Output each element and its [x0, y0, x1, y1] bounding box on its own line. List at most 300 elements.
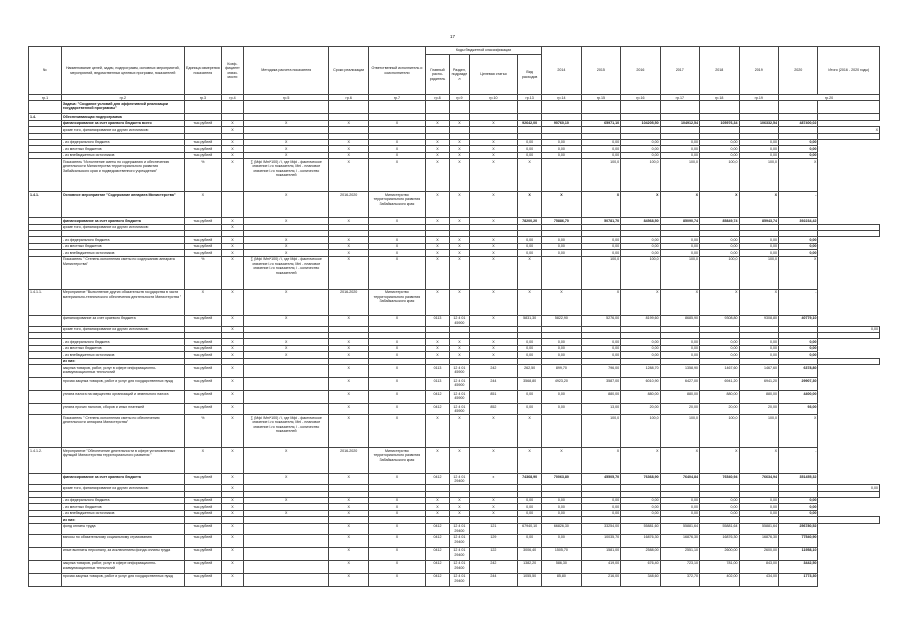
row-cell [621, 101, 660, 114]
row-cell: 0,00 [700, 339, 739, 345]
row-cell: 0,00 [542, 391, 581, 404]
row-number: 1.4. [29, 114, 62, 120]
row-cell: X [425, 289, 449, 315]
row-cell: X [469, 510, 517, 516]
row-cell: X [221, 547, 243, 560]
row-name: взносы по обязательному социальному страхованию [61, 534, 184, 547]
row-name: Показатель " Степень исполнения сметы по содержанию аппарата Министерства" [61, 256, 184, 289]
row-name: из них: [61, 358, 184, 364]
row-name: - из федерального бюджета [61, 339, 184, 345]
row-cell: 33254,00 [581, 523, 620, 534]
row-cell: X [660, 192, 699, 218]
row-cell: X [329, 146, 368, 152]
row-cell: 1505,70 [542, 547, 581, 560]
row-cell [243, 391, 329, 404]
row-cell: 0412 [425, 573, 449, 586]
row-cell: X [243, 315, 329, 326]
row-cell: 3568,80 [518, 378, 542, 391]
row-cell: 0,00 [739, 339, 778, 345]
row-cell: X [243, 345, 329, 351]
row-cell: X [518, 192, 542, 218]
row-cell: X [425, 256, 449, 289]
row-cell: X [660, 289, 699, 315]
row-cell: 12 4 01 29400 [450, 474, 470, 485]
row-cell: X [450, 510, 470, 516]
table-row [29, 523, 880, 534]
row-cell: 256780,52 [778, 523, 817, 534]
row-number [29, 378, 62, 391]
row-cell: 0,00 [660, 243, 699, 249]
page-number: 17 [449, 34, 455, 39]
header-2018: 2018 [700, 47, 739, 95]
row-cell: X [469, 415, 517, 448]
row-cell: 67940,10 [518, 523, 542, 534]
row-cell: 0,00 [621, 237, 660, 243]
row-cell: 0,00 [518, 237, 542, 243]
table-row [29, 159, 880, 192]
row-cell: X [700, 289, 739, 315]
row-cell: 0,00 [518, 243, 542, 249]
row-cell [243, 404, 329, 415]
row-cell: 16876,30 [739, 534, 778, 547]
row-cell [818, 114, 880, 120]
row-cell [368, 101, 425, 114]
row-cell: X [469, 139, 517, 145]
row-cell: - [778, 289, 817, 315]
row-cell: 6427,00 [660, 378, 699, 391]
row-cell: X [221, 448, 243, 474]
row-cell: X [368, 365, 425, 378]
row-cell: X [425, 510, 449, 516]
row-cell: 16876,30 [700, 534, 739, 547]
row-cell: 55881,64 [700, 523, 739, 534]
row-cell [700, 101, 739, 114]
row-cell: X [700, 192, 739, 218]
header-term: Сроки реализации [329, 47, 368, 95]
row-cell: X [329, 510, 368, 516]
row-cell: x [469, 474, 517, 485]
row-cell: X [368, 547, 425, 560]
column-index-cell: гр.4 [221, 95, 243, 101]
row-cell: X [221, 243, 243, 249]
row-cell: 0,00 [542, 534, 581, 547]
row-cell: 1055,50 [518, 573, 542, 586]
row-cell: X [469, 345, 517, 351]
row-cell: X [221, 120, 243, 126]
row-cell: 100,0 [660, 256, 699, 289]
row-cell: 419,00 [581, 560, 620, 573]
row-name: кроме того, финансирование из других источников: [61, 224, 184, 230]
row-cell: тыс.рублей [184, 146, 221, 152]
row-cell: X [450, 152, 470, 158]
row-number [29, 159, 62, 192]
row-cell: 242 [469, 365, 517, 378]
row-name: - из внебюджетных источников [61, 352, 184, 358]
row-cell: 100,0 [621, 256, 660, 289]
table-row [29, 378, 880, 391]
row-cell: X [221, 534, 243, 547]
row-cell: X [221, 573, 243, 586]
row-cell: X [739, 192, 778, 218]
row-cell: X [368, 218, 425, 224]
row-cell: 0,00 [518, 345, 542, 351]
row-name: - из внебюджетных источников [61, 152, 184, 158]
row-number: 1.4.1. [29, 192, 62, 218]
row-cell: 20,00 [700, 404, 739, 415]
table-row [29, 560, 880, 573]
row-cell [818, 491, 880, 497]
row-cell: 2588,00 [621, 547, 660, 560]
row-cell: 0,00 [621, 146, 660, 152]
row-cell: % [184, 256, 221, 289]
row-cell: 12 4 01 45900 [450, 315, 470, 326]
row-cell: 0,00 [660, 339, 699, 345]
row-cell: 0,00 [660, 510, 699, 516]
row-cell [221, 192, 243, 218]
row-cell: 0,00 [660, 250, 699, 256]
row-cell: 0412 [425, 474, 449, 485]
header-2017: 2017 [660, 47, 699, 95]
row-cell: 0,00 [542, 243, 581, 249]
row-cell: X [221, 146, 243, 152]
row-cell: 4400,00 [778, 391, 817, 404]
row-cell: X [542, 448, 581, 474]
row-cell [243, 378, 329, 391]
row-number [29, 523, 62, 534]
row-cell: 0,00 [518, 504, 542, 510]
row-cell: 5276,00 [581, 315, 620, 326]
row-cell: 0,00 [778, 504, 817, 510]
row-cell: 76368,90 [621, 474, 660, 485]
row-cell: 1467,60 [700, 365, 739, 378]
row-cell: 100,0 [739, 415, 778, 448]
row-cell: X [368, 243, 425, 249]
row-name: финансирование за счет краевого бюджета [61, 218, 184, 224]
row-cell: тыс.рублей [184, 560, 221, 573]
row-cell: 0,00 [542, 139, 581, 145]
row-cell: % [184, 415, 221, 448]
row-cell: X [450, 250, 470, 256]
row-cell: тыс.рублей [184, 404, 221, 415]
row-cell: X [450, 339, 470, 345]
row-cell: 85943,74 [739, 218, 778, 224]
column-index-cell: гр.20 [778, 95, 879, 101]
row-cell: 0,00 [700, 250, 739, 256]
row-cell: X [221, 127, 243, 133]
row-name: прочая закупка товаров, работ и услуг для государственных нужд [61, 573, 184, 586]
row-cell: X [221, 352, 243, 358]
table-row [29, 573, 880, 586]
budget-table [28, 46, 880, 587]
row-cell: 0,00 [700, 497, 739, 503]
row-cell: X [469, 192, 517, 218]
row-cell: 76404,84 [660, 474, 699, 485]
row-cell: 0,00 [739, 497, 778, 503]
header-expense-type: Вид расходов [518, 55, 542, 95]
row-cell [739, 101, 778, 114]
row-cell: X [221, 289, 243, 315]
header-no: № [29, 47, 62, 95]
row-cell: тыс.рублей [184, 139, 221, 145]
row-cell: 100,0 [621, 159, 660, 192]
column-index-cell: гр.7 [368, 95, 425, 101]
row-cell: 5831,30 [518, 315, 542, 326]
row-cell: X [778, 159, 817, 192]
row-cell: 0,00 [739, 139, 778, 145]
header-2016: 2016 [621, 47, 660, 95]
row-cell: X [368, 256, 425, 289]
row-cell: Министерство территориального развития Забайкальского края [368, 289, 425, 315]
row-cell: 4923,20 [542, 378, 581, 391]
row-cell: X [221, 237, 243, 243]
row-cell: 0,00 [739, 504, 778, 510]
row-cell: 76540,94 [700, 474, 739, 485]
row-cell: 100,0 [700, 256, 739, 289]
column-index-cell: гр.2 [61, 95, 184, 101]
row-cell: X [329, 152, 368, 158]
row-cell: 1288,70 [621, 365, 660, 378]
row-cell: 100,0 [660, 415, 699, 448]
row-cell: тыс.рублей [184, 378, 221, 391]
table-row [29, 448, 880, 474]
row-cell: 852 [469, 404, 517, 415]
row-cell: тыс.рублей [184, 120, 221, 126]
row-cell [818, 358, 880, 364]
row-cell: 29907,30 [778, 378, 817, 391]
column-index-cell: гр.14 [542, 95, 581, 101]
row-cell: X [425, 497, 449, 503]
row-number [29, 534, 62, 547]
row-cell: X [368, 139, 425, 145]
row-cell: 10035,70 [581, 534, 620, 547]
row-cell: 77540,90 [778, 534, 817, 547]
row-cell: 0,00 [542, 345, 581, 351]
row-cell: X [184, 192, 221, 218]
row-cell: 55881,64 [660, 523, 699, 534]
row-cell: 0,00 [778, 139, 817, 145]
row-cell: 0,00 [739, 250, 778, 256]
row-cell: 402,00 [700, 573, 739, 586]
column-index-cell: гр.3 [184, 95, 221, 101]
row-cell: X [450, 120, 470, 126]
row-cell: 12 4 01 45900 [450, 404, 470, 415]
row-cell: 586,30 [542, 560, 581, 573]
row-cell: 0,00 [518, 510, 542, 516]
row-cell: X [469, 243, 517, 249]
row-cell: 0,00 [700, 139, 739, 145]
row-cell: 0412 [425, 560, 449, 573]
row-cell: 0,00 [778, 237, 817, 243]
row-cell: 899,70 [542, 365, 581, 378]
row-cell: 74368,90 [518, 474, 542, 485]
row-cell: X [221, 139, 243, 145]
table-row [29, 289, 880, 315]
row-cell: X [450, 256, 470, 289]
row-cell: 20,00 [660, 404, 699, 415]
row-cell: 0,00 [581, 152, 620, 158]
row-cell: 0412 [425, 404, 449, 415]
row-cell: X [221, 415, 243, 448]
row-cell [243, 560, 329, 573]
row-cell [778, 101, 817, 114]
row-cell: 0,00 [621, 152, 660, 158]
row-cell: 105976,34 [700, 120, 739, 126]
row-cell: 12 4 01 45900 [450, 378, 470, 391]
row-cell: 100,0 [621, 415, 660, 448]
row-cell: 8685,90 [660, 315, 699, 326]
row-cell: 1467,60 [739, 365, 778, 378]
row-cell: 12 4 01 29400 [450, 523, 470, 534]
row-cell: X [329, 256, 368, 289]
row-name: кроме того, финансирование из других источников: [61, 127, 184, 133]
row-cell: 106332,54 [739, 120, 778, 126]
row-cell: 0,00 [778, 250, 817, 256]
row-cell: 84568,50 [621, 218, 660, 224]
column-index-cell: гр.16 [621, 95, 660, 101]
row-cell: X [221, 378, 243, 391]
row-number: 1.4.1.2. [29, 448, 62, 474]
row-cell: 0,00 [542, 510, 581, 516]
row-cell: ∑ (Мфi /Мпi*100) / i, где Мфi - фактическое значение i-го показателя, Мпi - плановое значение i-го показателя, i - количество показателей [243, 159, 329, 192]
row-cell: X [329, 497, 368, 503]
row-cell: тыс.рублей [184, 315, 221, 326]
row-name: - из федерального бюджета [61, 139, 184, 145]
row-cell: X [425, 504, 449, 510]
row-cell: тыс.рублей [184, 345, 221, 351]
row-cell: X [368, 159, 425, 192]
row-cell: 0,00 [700, 243, 739, 249]
row-name: Показатель " Степень исполнения сметы по обеспечению деятельности аппарата Министерства" [61, 415, 184, 448]
table-row [29, 415, 880, 448]
row-cell: 392234,42 [778, 218, 817, 224]
row-cell: X [450, 497, 470, 503]
row-cell: X [329, 315, 368, 326]
row-cell: X [425, 415, 449, 448]
row-cell [542, 256, 581, 289]
row-cell: 0,00 [621, 497, 660, 503]
row-number [29, 315, 62, 326]
row-cell: 0,00 [542, 339, 581, 345]
row-cell: тыс.рублей [184, 352, 221, 358]
row-cell: X [450, 289, 470, 315]
row-name: уплата налога на имущество организаций и земельного налога [61, 391, 184, 404]
row-cell: 0,00 [660, 152, 699, 158]
row-cell: 0,00 [542, 237, 581, 243]
row-cell: тыс.рублей [184, 547, 221, 560]
row-cell: 55881,60 [621, 523, 660, 534]
header-2020: 2020 [778, 47, 817, 95]
row-cell: X [469, 256, 517, 289]
row-cell: X [368, 404, 425, 415]
column-index-cell: гр.6 [329, 95, 368, 101]
row-name: Обеспечивающая подпрограмма [61, 114, 184, 120]
row-cell: X [660, 448, 699, 474]
row-cell: X [425, 146, 449, 152]
row-cell: X [329, 378, 368, 391]
row-number [29, 101, 62, 114]
row-cell [818, 333, 880, 339]
row-cell: X [450, 139, 470, 145]
row-cell: X [368, 474, 425, 485]
header-chief-manager: Главный распо-рядитель [425, 55, 449, 95]
table-row [29, 391, 880, 404]
table-row [29, 192, 880, 218]
row-cell [425, 101, 449, 114]
row-cell: 0,00 [778, 510, 817, 516]
row-cell: 16876,30 [660, 534, 699, 547]
row-name: прочая закупка товаров, работ и услуг для государственных нужд [61, 378, 184, 391]
row-cell: X [329, 474, 368, 485]
row-cell: 781,00 [700, 560, 739, 573]
row-cell: X [221, 256, 243, 289]
row-cell: 3587,00 [581, 378, 620, 391]
row-cell: тыс.рублей [184, 243, 221, 249]
column-index-cell: гр.19 [739, 95, 778, 101]
table-row [29, 474, 880, 485]
row-cell: X [243, 250, 329, 256]
row-cell [469, 101, 517, 114]
row-cell: тыс.рублей [184, 504, 221, 510]
budget-table-wrapper [28, 46, 880, 587]
row-cell: X [450, 243, 470, 249]
row-cell: 0,00 [739, 243, 778, 249]
row-cell: 12 4 01 29400 [450, 573, 470, 586]
row-cell: 75886,70 [542, 218, 581, 224]
row-cell: X [368, 315, 425, 326]
row-name: Основное мероприятие "Содержание аппарата Министерства" [61, 192, 184, 218]
row-name: - из федерального бюджета [61, 237, 184, 243]
row-name: - из федерального бюджета [61, 497, 184, 503]
row-cell: 104205,50 [621, 120, 660, 126]
row-cell: 6378,80 [778, 365, 817, 378]
row-cell: X [425, 243, 449, 249]
row-cell: X [243, 237, 329, 243]
column-index-cell: гр.18 [700, 95, 739, 101]
header-section: Раздел, подраздел [450, 55, 470, 95]
row-cell: X [469, 497, 517, 503]
row-number [29, 573, 62, 586]
table-row [29, 101, 880, 114]
row-cell: тыс.рублей [184, 497, 221, 503]
row-cell: 100,0 [581, 256, 620, 289]
row-cell: 9308,80 [700, 315, 739, 326]
table-row [29, 404, 880, 415]
row-cell: 1773,30 [778, 573, 817, 586]
row-cell: 0,00 [739, 152, 778, 158]
row-cell: 0,00 [660, 237, 699, 243]
row-number [29, 365, 62, 378]
row-cell: X [329, 560, 368, 573]
row-cell: X [329, 523, 368, 534]
row-cell: X [329, 573, 368, 586]
column-index-cell: гр.15 [581, 95, 620, 101]
row-cell: 796,00 [581, 365, 620, 378]
row-cell: X [469, 504, 517, 510]
row-cell: 100,0 [581, 159, 620, 192]
row-cell: 0,00 [518, 250, 542, 256]
row-cell: 242 [469, 560, 517, 573]
row-cell: X [329, 218, 368, 224]
row-cell: X [221, 523, 243, 534]
row-cell: 0,00 [581, 510, 620, 516]
row-cell: 0,00 [581, 243, 620, 249]
row-number [29, 547, 62, 560]
row-cell: X [329, 237, 368, 243]
row-cell: 40779,10 [778, 315, 817, 326]
row-cell [542, 159, 581, 192]
row-cell: X [329, 345, 368, 351]
row-cell: 0,00 [581, 339, 620, 345]
